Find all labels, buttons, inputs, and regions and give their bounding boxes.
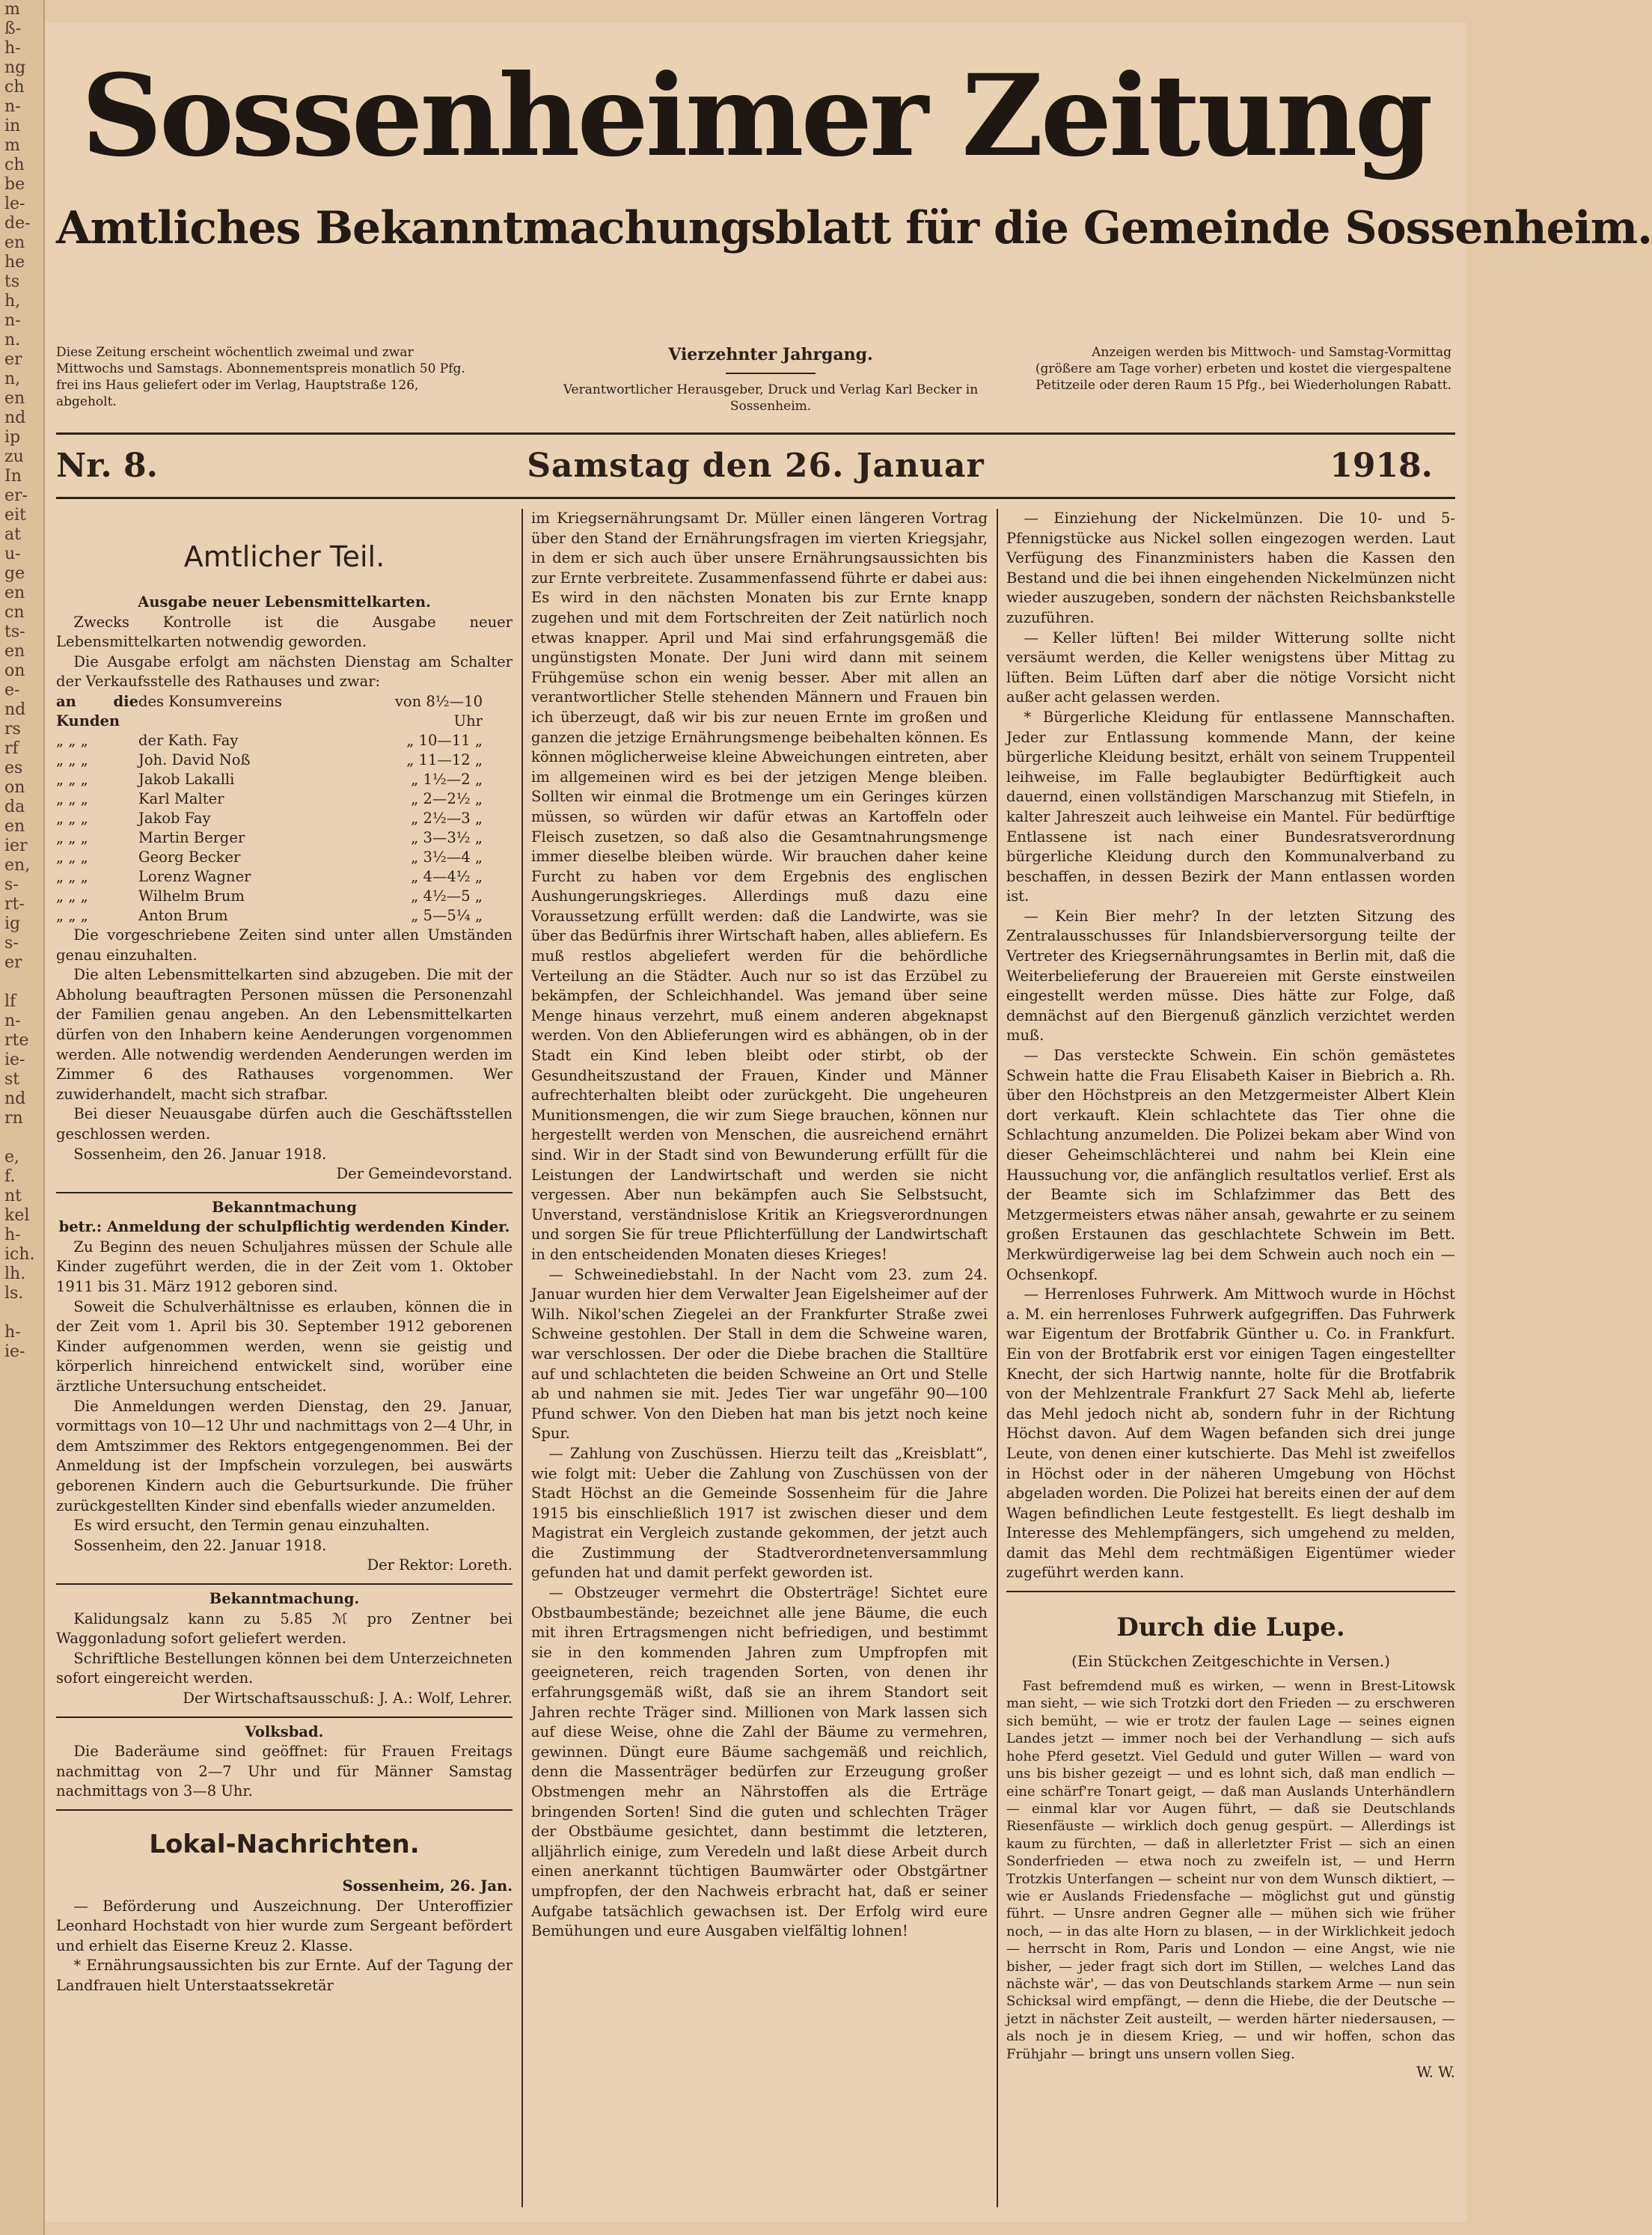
schedule-cell: „ 4—4½ „ — [411, 867, 483, 885]
edge-fragment: kel — [4, 1206, 30, 1225]
edge-fragment: rs — [4, 720, 21, 739]
schedule-cell: „ „ „ — [56, 770, 88, 788]
edge-fragment: nd — [4, 700, 26, 719]
schedule-row — [56, 828, 513, 848]
issue-number: Nr. 8. — [56, 447, 158, 485]
edge-fragment — [0, 1303, 43, 1323]
signature: Der Wirtschaftsausschuß: J. A.: Wolf, Lehrer. — [183, 1689, 513, 1707]
edge-fragment: zu — [4, 447, 24, 466]
schedule-cell: Martin Berger — [138, 828, 245, 846]
edge-fragment: rn — [4, 1109, 23, 1128]
divider — [726, 373, 816, 374]
edge-fragment: cn — [4, 603, 25, 622]
paragraph: — Zahlung von Zuschüssen. Hierzu teilt das „Kreisblatt“, wie folgt mit: Ueber die Zahlung von Zuschüssen von der Stadt Höchst an die Gemeinde Sossenheim für die Jahre 1915 bis einschließlich 1917 ist zwischen dieser und dem Magistrat ein Vergleich zustande gekommen, der jetzt auch die Zustimmung der Stadtverordnetenversammlung gefunden hat und damit perfekt geworden ist. — [531, 1444, 988, 1582]
paragraph: Zwecks Kontrolle ist die Ausgabe neuer Lebensmittelkarten notwendig geworden. — [56, 613, 513, 651]
edge-fragment: en — [4, 584, 25, 602]
column-rule — [521, 509, 523, 2207]
edge-fragment: ch — [4, 156, 25, 174]
schedule-cell: „ „ „ — [56, 809, 88, 827]
schedule-row — [56, 731, 513, 750]
edge-fragment: ie- — [4, 1342, 25, 1361]
paragraph: — Herrenloses Fuhrwerk. Am Mittwoch wurde in Höchst a. M. ein herrenloses Fuhrwerk aufgegriffen. Das Fuhrwerk war Eigentum der Brotfabrik Günther u. Co. in Frankfurt. Ein von der Brotfabrik erst vor einigen Tagen eingestellter Knecht, der sich Hartwig nannte, holte für die Brotfabrik von der Mehlzentrale Frankfurt 27 Sack Mehl ab, lieferte das Mehl jedoch nicht ab, sondern fuhr in der Richtung Höchst davon. Auf dem Wagen befanden sich drei junge Leute, von denen einer kutschierte. Das Mehl ist zweifellos in Höchst oder in der näheren Umgebung von Höchst abgeladen worden. Die Polizei hat bereits einen der auf dem Wagen befindlichen Leute festgestellt. Es liegt deshalb im Interesse des Mehlempfängers, sich umgehend zu melden, damit das Mehl dem rechtmäßigen Eigentümer wieder zugeführt werden kann. — [1006, 1285, 1455, 1582]
schedule-cell: von 8½—10 Uhr — [394, 692, 483, 730]
edge-fragment: er — [4, 350, 22, 369]
paragraph: — Obstzeuger vermehrt die Obsterträge! Sichtet eure Obstbaumbestände; bezeichnet alle jene Bäume, die euch mit ihren Ertragsmengen nicht befriedigen, und bestimmt sie in den kommenden Jahren zum Umpfropfen mit geeigneteren, reich tragenden Sorten, von denen ihr erfahrungsgemäß wißt, daß sie an ihrem Standort seit Jahren rechte Träger sind. Millionen von Mark lassen sich auf diese Weise, ohne die Zahl der Bäume zu vermehren, gewinnen. Düngt eure Bäume sachgemäß und reichlich, denn die Massenträger bedürfen zur Erzeugung großer Obstmengen mehr an Nährstoffen als die Erträge bringenden Sorten! Sind die guten und schlechten Träger der Obstbäume gesichtet, dann bestimmt die letzteren, alljährlich einige, zum Veredeln und laßt diese Arbeit durch einen anerkannt tüchtigen Baumwärter oder Obstgärtner umpfropfen, der den Nachweis erbracht hat, daß er seiner Aufgabe tatsächlich gewachsen ist. Der Erfolg wird eure Bemühungen und eure Ausgaben vielfältig lohnen! — [531, 1584, 988, 1940]
edge-fragment: de- — [4, 214, 31, 233]
issue-year: 1918. — [1330, 447, 1433, 485]
paragraph: — Schweinediebstahl. In der Nacht vom 23. zum 24. Januar wurden hier dem Verwalter Jean Eigelsheimer auf der Wilh. Nikol'schen Ziegelei an der Frankfurter Straße zwei Schweine gestohlen. Der Stall in dem die Schweine waren, war verschlossen. Der oder die Diebe brachen die Stalltüre auf und schlachteten die beiden Schweine an Ort und Stelle ab und nahmen sie mit. Jedes Tier war ungefähr 90—100 Pfund schwer. Von den Dieben hat man bis jetzt noch keine Spur. — [531, 1265, 988, 1443]
header-rule-top — [56, 432, 1455, 435]
edge-fragment: ls. — [4, 1284, 24, 1303]
edge-fragment: e- — [4, 681, 20, 700]
schedule-cell: an die Kunden — [56, 692, 138, 730]
notice-heading: Ausgabe neuer Lebensmittelkarten. — [138, 593, 431, 611]
edge-fragment: h- — [4, 1323, 21, 1342]
schedule-cell: „ „ „ — [56, 867, 88, 885]
edge-fragment: n, — [4, 370, 21, 388]
edge-fragment: m — [4, 136, 20, 155]
notice-subheading: betr.: Anmeldung der schulpflichtig werdenden Kinder. — [58, 1218, 510, 1236]
paragraph: — Keller lüften! Bei milder Witterung sollte nicht versäumt werden, die Keller wenigstens über Mittag zu lüften. Beim Lüften darf aber die nötige Vorsicht nicht außer acht gelassen werden. — [1006, 629, 1455, 706]
schedule-row — [56, 867, 513, 887]
paragraph: Zu Beginn des neuen Schuljahres müssen der Schule alle Kinder zugeführt werden, die in der Zeit vom 1. Oktober 1911 bis 31. März 1912 geboren sind. — [56, 1238, 513, 1296]
edge-fragment: eit — [4, 506, 26, 525]
edge-fragment: s- — [4, 934, 19, 953]
edge-fragment: be — [4, 175, 25, 194]
column-3 — [1006, 509, 1455, 2207]
edge-fragment: n- — [4, 97, 21, 116]
edge-fragment: h- — [4, 39, 21, 58]
notice-heading: Bekanntmachung — [212, 1198, 357, 1216]
divider — [56, 1716, 513, 1718]
schedule-cell: „ „ „ — [56, 887, 88, 905]
schedule-cell: „ 3—3½ „ — [411, 828, 483, 846]
signature: Der Rektor: Loreth. — [367, 1556, 513, 1574]
paragraph: Schriftliche Bestellungen können bei dem Unterzeichneten sofort eingereicht werden. — [56, 1649, 513, 1687]
edge-fragment: s- — [4, 875, 19, 894]
edge-fragment: en — [4, 233, 25, 252]
schedule-row — [56, 750, 513, 770]
schedule-cell: Lorenz Wagner — [138, 867, 251, 885]
edge-fragment: rte — [4, 1031, 29, 1050]
distribution-schedule — [56, 692, 513, 926]
paragraph: — Kein Bier mehr? In der letzten Sitzung des Zentralausschusses für Inlandsbierversorgung teilte der Vertreter des Kriegsernährungsamtes in Berlin mit, daß die Weiterbelieferung der Brauereien mit Gerste einstweilen eingestellt werden müsse. Dies hätte zur Folge, daß demnächst auf den Biergenuß gänzlich verzichtet werden muß. — [1006, 907, 1455, 1045]
edge-fragment: f. — [4, 1167, 16, 1186]
paragraph: Kalidungsalz kann zu 5.85 ℳ pro Zentner bei Waggonladung sofort geliefert werden. — [56, 1609, 513, 1648]
schedule-cell: „ 2—2½ „ — [411, 789, 483, 807]
edge-fragment: ng — [4, 58, 26, 77]
schedule-cell: Wilhelm Brum — [138, 887, 245, 905]
column-rule — [997, 509, 998, 2207]
edge-fragment: on — [4, 778, 25, 797]
edge-fragment: ge — [4, 564, 25, 583]
schedule-row — [56, 848, 513, 867]
schedule-cell: „ „ „ — [56, 789, 88, 807]
place-date: Sossenheim, den 26. Januar 1918. — [73, 1145, 327, 1163]
advertising-info: Anzeigen werden bis Mittwoch- und Samstag-Vormittag (größere am Tage vorher) erbeten und kostet die viergespaltene Petitzeile oder deren Raum 15 Pfg., bei Wiederholungen Rabatt. — [1035, 345, 1451, 393]
edge-fragment: In — [4, 467, 22, 486]
poem-signature: W. W. — [1416, 2064, 1455, 2081]
paragraph: Die vorgeschriebene Zeiten sind unter allen Umständen genau einzuhalten. — [56, 926, 513, 964]
issue-date: Samstag den 26. Januar — [527, 447, 985, 485]
paragraph: — Einziehung der Nickelmünzen. Die 10- und 5-Pfennigstücke aus Nickel sollen eingezogen werden. Laut Verfügung des Finanzministers haben die Kassen den Bestand und die bei ihnen eingehenden Nickelmünzen nicht wieder auszugeben, sondern der nächsten Reichsbankstelle zuzuführen. — [1006, 510, 1455, 626]
edge-fragment: ich. — [4, 1245, 35, 1264]
divider — [56, 1192, 513, 1193]
edge-fragment: on — [4, 661, 25, 680]
paragraph: Es wird ersucht, den Termin genau einzuhalten. — [73, 1517, 430, 1535]
schedule-cell: „ 4½—5 „ — [411, 887, 483, 905]
paragraph: * Bürgerliche Kleidung für entlassene Mannschaften. Jeder zur Entlassung kommende Mann, der keine bürgerliche Kleidung besitzt, erhält von seinem Truppenteil leihweise, im Falle beglaubigter Bedürftigkeit auch dauernd, einen vollständigen Marschanzug mit Stiefeln, in kalter Jahreszeit auch leihweise ein Mantel. Für bedürftige Entlassene ist nach einer Bundesratsverordnung bürgerliche Kleidung durch den Kommunalverband zu beschaffen, in dessen Bezirk der Mann entlassen worden ist. — [1006, 708, 1455, 905]
masthead-title: Sossenheimer Zeitung — [81, 50, 1431, 182]
edge-fragment: ie- — [4, 1051, 25, 1069]
edge-fragment: in — [4, 117, 21, 135]
edge-fragment: en — [4, 642, 25, 661]
divider — [56, 1583, 513, 1585]
edge-fragment: da — [4, 798, 25, 816]
edge-fragment: m — [4, 0, 20, 19]
edge-fragment: lf — [4, 992, 16, 1011]
schedule-cell: Anton Brum — [138, 906, 228, 924]
masthead-subtitle: Amtliches Bekanntmachungsblatt für die Gemeinde Sossenheim. — [56, 202, 1652, 254]
paragraph: Die Anmeldungen werden Dienstag, den 29. Januar, vormittags von 10—12 Uhr und nachmittags von 2—4 Uhr, in dem Amtszimmer des Rektors entgegengenommen. Bei der Anmeldung ist der Impfschein vorzulegen, bei auswärts geborenen Kindern auch die Geburtsurkunde. Die früher zurückgestellten Kinder sind ebenfalls wieder anzumelden. — [56, 1397, 513, 1514]
paragraph: Bei dieser Neuausgabe dürfen auch die Geschäftsstellen geschlossen werden. — [56, 1105, 513, 1143]
edge-fragment — [0, 1128, 43, 1148]
signature: Der Gemeindevorstand. — [336, 1165, 513, 1183]
section-title-amtlich: Amtlicher Teil. — [183, 540, 385, 573]
schedule-row — [56, 770, 513, 789]
column-2 — [531, 509, 988, 2207]
notice-heading: Bekanntmachung. — [209, 1589, 360, 1607]
edge-fragment: h, — [4, 292, 21, 311]
edge-fragment: ch — [4, 78, 25, 97]
schedule-cell: „ „ „ — [56, 848, 88, 866]
edge-fragment: ts — [4, 272, 20, 291]
edge-fragment: es — [4, 759, 23, 777]
schedule-cell: „ „ „ — [56, 828, 88, 846]
subscription-info: Diese Zeitung erscheint wöchentlich zweimal und zwar Mittwochs und Samstags. Abonnementspreis monatlich 50 Pfg. frei ins Haus geliefert oder im Verlag, Hauptstraße 126, abgeholt. — [56, 345, 465, 409]
schedule-row — [56, 906, 513, 926]
edge-fragment: nt — [4, 1187, 22, 1205]
schedule-cell: „ „ „ — [56, 906, 88, 924]
edge-fragment: n. — [4, 331, 21, 349]
notice-heading: Volksbad. — [245, 1722, 324, 1740]
schedule-cell: „ 2½—3 „ — [411, 809, 483, 827]
poem-title: Durch die Lupe. — [1116, 1612, 1345, 1643]
paragraph: — Beförderung und Auszeichnung. Der Unteroffizier Leonhard Hochstadt von hier wurde zum Sergeant befördert und erhielt das Eiserne Kreuz 2. Klasse. — [56, 1897, 513, 1954]
schedule-cell: Georg Becker — [138, 848, 241, 866]
schedule-cell: des Konsumvereins — [138, 692, 282, 710]
divider — [1006, 1591, 1455, 1592]
header-rule-bottom — [56, 497, 1455, 499]
paragraph: * Ernährungsaussichten bis zur Ernte. Auf der Tagung der Landfrauen hielt Unterstaatssekretär — [56, 1957, 513, 1994]
edge-fragment: ig — [4, 914, 21, 933]
edge-fragment: ier — [4, 837, 28, 855]
schedule-cell: „ „ „ — [56, 731, 88, 749]
edge-fragment: rt- — [4, 895, 25, 914]
edge-fragment: le- — [4, 195, 25, 213]
edge-fragment: er- — [4, 486, 28, 505]
column-1 — [56, 509, 513, 2207]
schedule-cell: „ 11—12 „ — [406, 750, 483, 768]
edge-fragment: nd — [4, 409, 26, 427]
schedule-cell: „ 3½—4 „ — [411, 848, 483, 866]
publisher-text: Verantwortlicher Herausgeber, Druck und Verlag Karl Becker in Sossenheim. — [563, 382, 979, 414]
volume-label: Vierzehnter Jahrgang. — [668, 345, 873, 364]
schedule-cell: „ 10—11 „ — [406, 731, 483, 749]
edge-fragment: ß- — [4, 19, 22, 38]
edge-fragment: en — [4, 389, 25, 408]
schedule-row — [56, 809, 513, 828]
poem-subtitle: (Ein Stückchen Zeitgeschichte in Versen.) — [1071, 1652, 1390, 1671]
schedule-cell: „ „ „ — [56, 750, 88, 768]
paragraph: — Das versteckte Schwein. Ein schön gemästetes Schwein hatte die Frau Elisabeth Kaiser in Biebrich a. Rh. über den Höchstpreis an den Metzgermeister Albert Klein dort verkauft. Klein schlachtete das Tier ohne die Schlachtung anzumelden. Die Polizei bekam aber Wind von dieser Geheimschlächterei und nahm bei Klein eine Haussuchung vor, die anfänglich resultatlos verlief. Erst als der Beamte sich im Schlafzimmer das Bett des Metzgermeisters etwas näher ansah, gewahrte er zu seinem großen Erstaunen das geschlachtete Schwein im Bett. Merkwürdigerweise lag bei dem Schwein auch noch ein — Ochsenkopf. — [1006, 1047, 1455, 1283]
schedule-cell: Jakob Lakalli — [138, 770, 235, 788]
schedule-row — [56, 887, 513, 906]
edge-fragment: ts- — [4, 623, 25, 641]
edge-fragment: nd — [4, 1089, 26, 1108]
edge-fragment: en — [4, 817, 25, 836]
schedule-cell: Joh. David Noß — [138, 750, 251, 768]
place-date: Sossenheim, den 22. Januar 1918. — [73, 1536, 327, 1554]
schedule-cell: Jakob Fay — [138, 809, 211, 827]
adjacent-page-edge — [0, 0, 45, 2235]
paragraph: im Kriegsernährungsamt Dr. Müller einen längeren Vortrag über den Stand der Ernährungsfragen im vierten Kriegsjahr, in dem er sich auch über unsere Ernährungsaussichten bis zur Ernte verbreitete. Zusammenfassend führte er dabei aus: Es wird in den nächsten Monaten bis zur Ernte knapp zugehen und mit dem Fortschreiten der Zeit natürlich noch etwas knapper. April und Mai sind erfahrungsgemäß die ungünstigsten Monate. Der Juni wird dann mit seinem Frühgemüse schon ein wenig besser. Aber mit allen an verantwortlicher Stelle stehenden Männern und Frauen bin ich überzeugt, daß wir bis zur neuen Ernte im großen und ganzen die jetzige Ernährungsmenge beibehalten können. Es können möglicherweise kleine Abweichungen eintreten, aber im allgemeinen wird es bei der jetzigen Menge bleiben. Sollten wir einmal die Brotmenge um ein Geringes kürzen müssen, so würden wir dafür etwas an Kartoffeln oder Fleisch zusetzen, so daß also die Gesamtnahrungsmenge immer dieselbe bleiben würde. Wir brauchen daher keine Furcht zu haben vor dem Ergebnis des englischen Aushungerungskrieges. Allerdings muß dazu eine Voraussetzung erfüllt werden: daß die Landwirte, was sie über das Bedürfnis ihrer Wirtschaft haben, alles abliefern. Es muß restlos abgeliefert werden für die behördliche Verteilung an die Städter. Auch nur so ist das Erzübel zu bekämpfen, der Schleichhandel. Was jemand über seine Menge hinaus verzehrt, muß einem anderen abgeknapst werden. Von den Ablieferungen wird es abhängen, ob in der Stadt ein Kind leben bleibt oder stirbt, ob der Gesundheitszustand der Frauen, Kinder und Männer aufrechterhalten bleibt oder zurückgeht. Die ungeheuren Munitionsmengen, die wir zum Siege brauchen, können nur hergestellt werden von Menschen, die ausreichend ernährt sind. Wir in der Stadt sind von Bewunderung erfüllt für die Leistungen der Landwirtschaft und werden sie nicht vergessen. Aber nun bekämpfen auch Sie Selbstsucht, Unverstand, verständnislose Kritik an Kriegsverordnungen und sorgen Sie für treue Pflichterfüllung der Landwirtschaft in den entscheidenden Monaten dieses Krieges! — [531, 510, 988, 1263]
edge-fragment: n- — [4, 1012, 21, 1030]
paragraph: Die Baderäume sind geöffnet: für Frauen Freitags nachmittag von 2—7 Uhr und für Männer Samstag nachmittags von 3—8 Uhr. — [56, 1743, 513, 1800]
edge-fragment: st — [4, 1070, 20, 1089]
paragraph: Die alten Lebensmittelkarten sind abzugeben. Die mit der Abholung beauftragten Personen müssen die Personenzahl der Familien genau angeben. An den Lebensmittelkarten dürfen von den Inhabern keine Aenderungen vorgenommen werden. Alle notwendig werdenden Aenderungen werden im Zimmer 6 des Rathauses vorgenommen. Wer zuwiderhandelt, macht sich strafbar. — [56, 966, 513, 1103]
edge-fragment: e, — [4, 1148, 20, 1167]
divider — [56, 1809, 513, 1811]
edge-fragment: n- — [4, 311, 21, 330]
schedule-cell: der Kath. Fay — [138, 731, 239, 749]
edge-fragment: u- — [4, 545, 21, 563]
paragraph: Die Ausgabe erfolgt am nächsten Dienstag am Schalter der Verkaufsstelle des Rathauses und zwar: — [56, 652, 513, 691]
edge-fragment: rf — [4, 739, 19, 758]
edge-fragment: he — [4, 253, 25, 272]
edge-fragment: lh. — [4, 1265, 26, 1283]
section-title-lokal: Lokal-Nachrichten. — [149, 1829, 420, 1859]
edge-fragment — [0, 973, 43, 992]
schedule-cell: Karl Malter — [138, 789, 224, 807]
publisher-info — [561, 344, 980, 415]
schedule-cell: „ 1½—2 „ — [411, 770, 483, 788]
edge-fragment: ip — [4, 428, 21, 447]
poem-text: Fast befremdend muß es wirken, — wenn in Brest-Litowsk man sieht, — wie sich Trotzki dort den Frieden — zu erschweren sich bemüht, — wie er trotz der faulen Lage — seines eignen Landes jetzt — immer noch bei der Verhandlung — sich aufs hohe Pferd gesetzt. Viel Geduld und guter Willen — ward von uns bis bisher gezeigt — und es lohnt sich, daß man endlich — eine schärf're Tonart geigt, — daß man Auslands Unterhändlern — einmal klar vor Augen führt, — daß sie Deutschlands Riesenfäuste — wirklich doch genug gespürt. — Allerdings ist kaum zu fürchten, — daß in allerletzter Frist — sich an einen Sonderfrieden — etwa noch zu zweifeln ist, — und Herrn Trotzkis Unterfangen — scheint nur von dem Wunsch diktiert, — wie er Auslands Friedensfache — möglichst gut und günstig führt. — Unsre andren Gegner alle — mühen sich wie früher noch, — in das alte Horn zu blasen, — in der Wirklichkeit jedoch — herrscht in Rom, Paris und London — eine Angst, wie nie bisher, — jeder fragt sich dort im Stillen, — welches Land das nächste wär', — das von Deutschlands starkem Arme — nun sein Schicksal wird empfängt, — denn die Hiebe, die der Deutsche — jetzt in nächster Zeit austeilt, — werden härter niedersausen, — als noch je in diesem Krieg, — und wir hoffen, schon das Frühjahr — bringt uns unsern vollen Sieg. — [1006, 1678, 1455, 2062]
dateline: Sossenheim, 26. Jan. — [342, 1877, 513, 1895]
edge-fragment: h- — [4, 1226, 21, 1244]
issue-row — [56, 440, 1455, 492]
schedule-cell: „ 5—5¼ „ — [411, 906, 483, 924]
edge-fragment: en, — [4, 856, 31, 875]
newspaper-page — [45, 22, 1652, 2222]
schedule-row — [56, 692, 513, 731]
edge-fragment: at — [4, 525, 21, 544]
paragraph: Soweit die Schulverhältnisse es erlauben, können die in der Zeit vom 1. April bis 30. September 1912 geborenen Kinder aufgenommen werden, wenn sie geistig und körperlich hinreichend entwickelt sind, worüber eine ärztliche Untersuchung entscheidet. — [56, 1297, 513, 1395]
edge-fragment: er — [4, 953, 22, 972]
schedule-row — [56, 789, 513, 809]
